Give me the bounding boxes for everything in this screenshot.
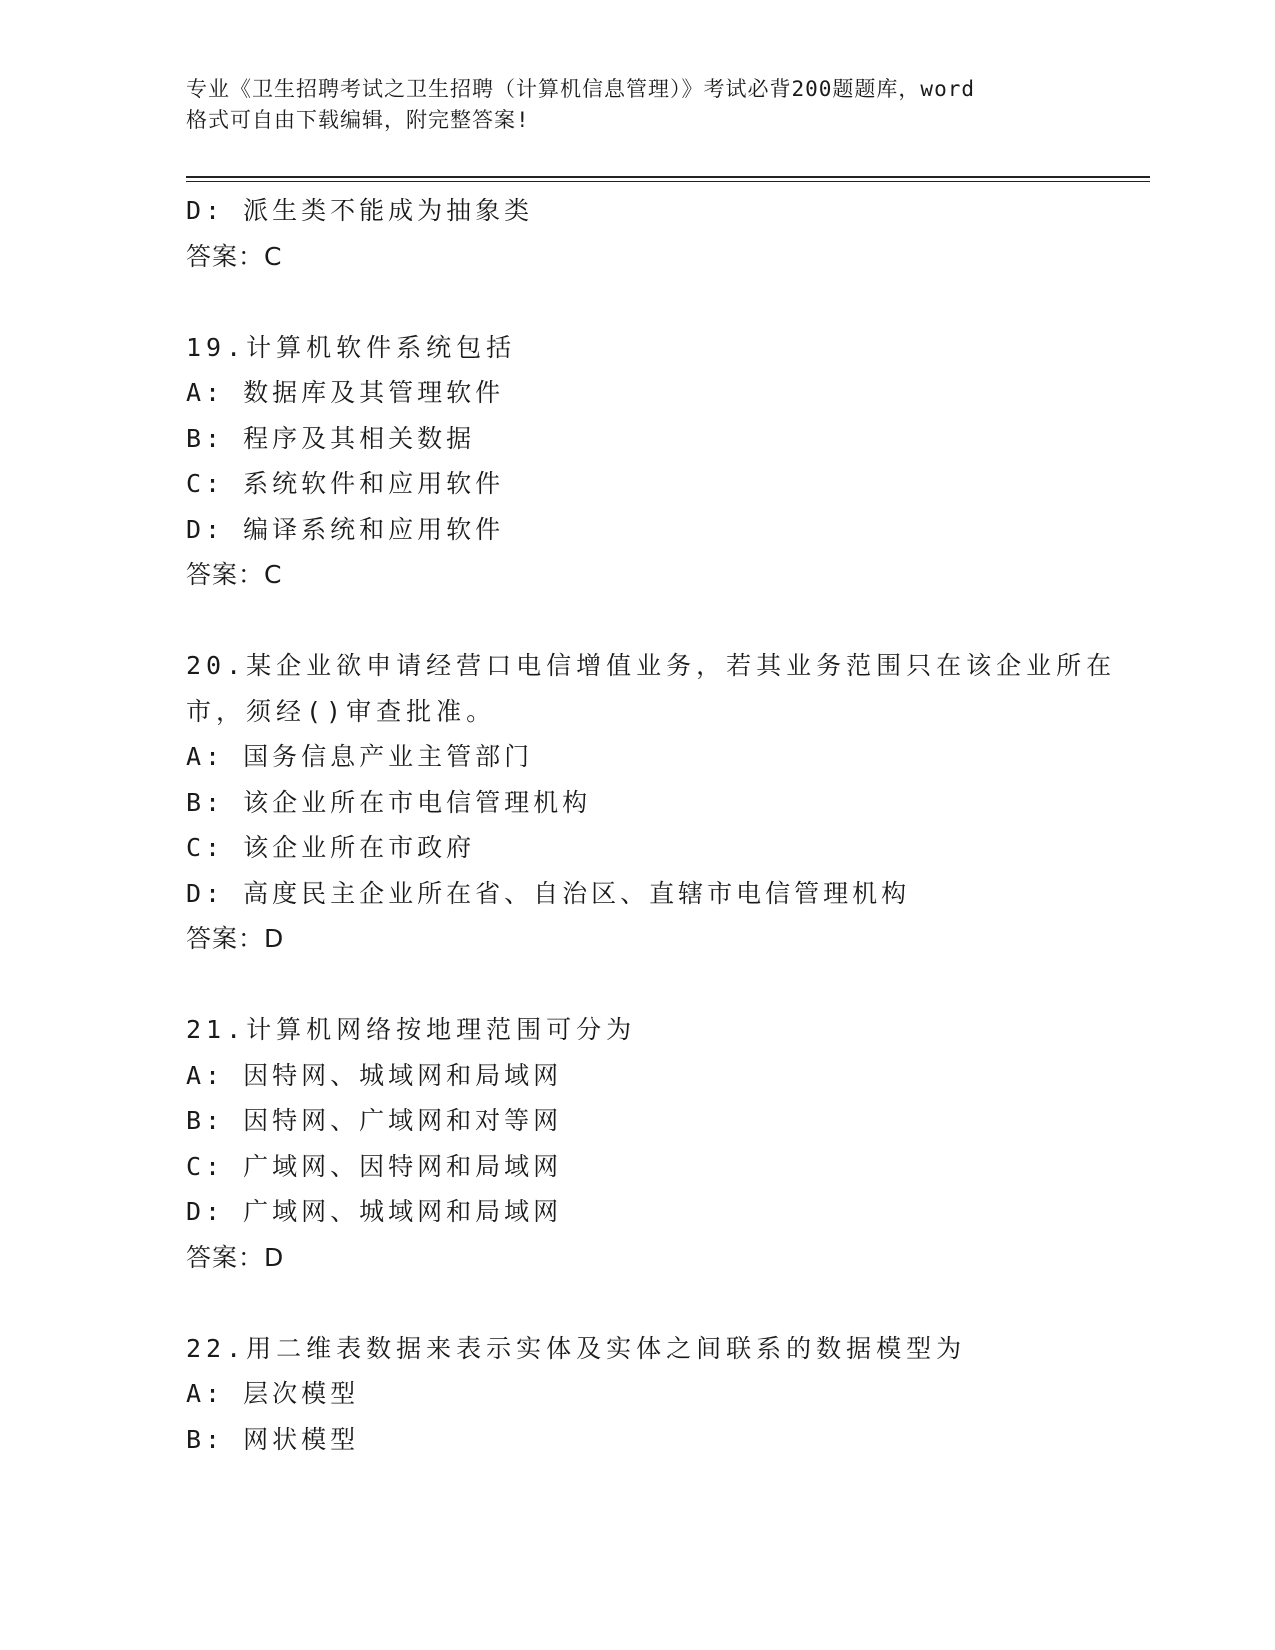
q20-option-d: D: 高度民主企业所在省、自治区、直辖市电信管理机构	[186, 878, 911, 908]
q21-option-b: B: 因特网、广域网和对等网	[186, 1106, 563, 1135]
header-line-1: 专业《卫生招聘考试之卫生招聘（计算机信息管理）》考试必背200题题库，word	[186, 77, 975, 101]
spacer	[186, 962, 1146, 1008]
q22-option-a: A: 层次模型	[186, 1379, 360, 1408]
prev-answer: 答案：C	[186, 241, 283, 271]
spacer	[186, 598, 1146, 644]
q20-stem-line-1: 20.某企业欲申请经营口电信增值业务，若其业务范围只在该企业所在	[186, 651, 1117, 680]
q21-option-d: D: 广域网、城域网和局域网	[186, 1197, 563, 1226]
q20-option-a: A: 国务信息产业主管部门	[186, 742, 534, 771]
spacer	[186, 1280, 1146, 1326]
document-header	[186, 74, 1086, 136]
header-divider-thin	[186, 181, 1150, 182]
q20-option-c: C: 该企业所在市政府	[186, 833, 476, 862]
header-line-2: 格式可自由下载编辑，附完整答案!	[186, 108, 530, 132]
q19-option-b: B: 程序及其相关数据	[186, 423, 476, 453]
header-divider	[186, 176, 1150, 178]
question-list	[186, 188, 1146, 1462]
q21-option-a: A: 因特网、城域网和局域网	[186, 1060, 563, 1090]
q22-option-b: B: 网状模型	[186, 1424, 360, 1454]
q21-answer: 答案：D	[186, 1242, 285, 1272]
q19-option-d: D: 编译系统和应用软件	[186, 514, 505, 544]
q19-answer: 答案：C	[186, 560, 283, 589]
prev-option-d: D: 派生类不能成为抽象类	[186, 196, 534, 225]
q22-stem: 22.用二维表数据来表示实体及实体之间联系的数据模型为	[186, 1333, 967, 1363]
q19-option-c: C: 系统软件和应用软件	[186, 469, 505, 498]
q21-stem: 21.计算机网络按地理范围可分为	[186, 1015, 637, 1044]
q19-option-a: A: 数据库及其管理软件	[186, 378, 505, 407]
q20-answer: 答案：D	[186, 924, 285, 953]
q21-option-c: C: 广域网、因特网和局域网	[186, 1151, 563, 1181]
q20-option-b: B: 该企业所在市电信管理机构	[186, 787, 592, 817]
q20-stem-line-2: 市，须经()审查批准。	[186, 696, 497, 726]
q19-stem: 19.计算机软件系统包括	[186, 332, 517, 362]
spacer	[186, 279, 1146, 325]
